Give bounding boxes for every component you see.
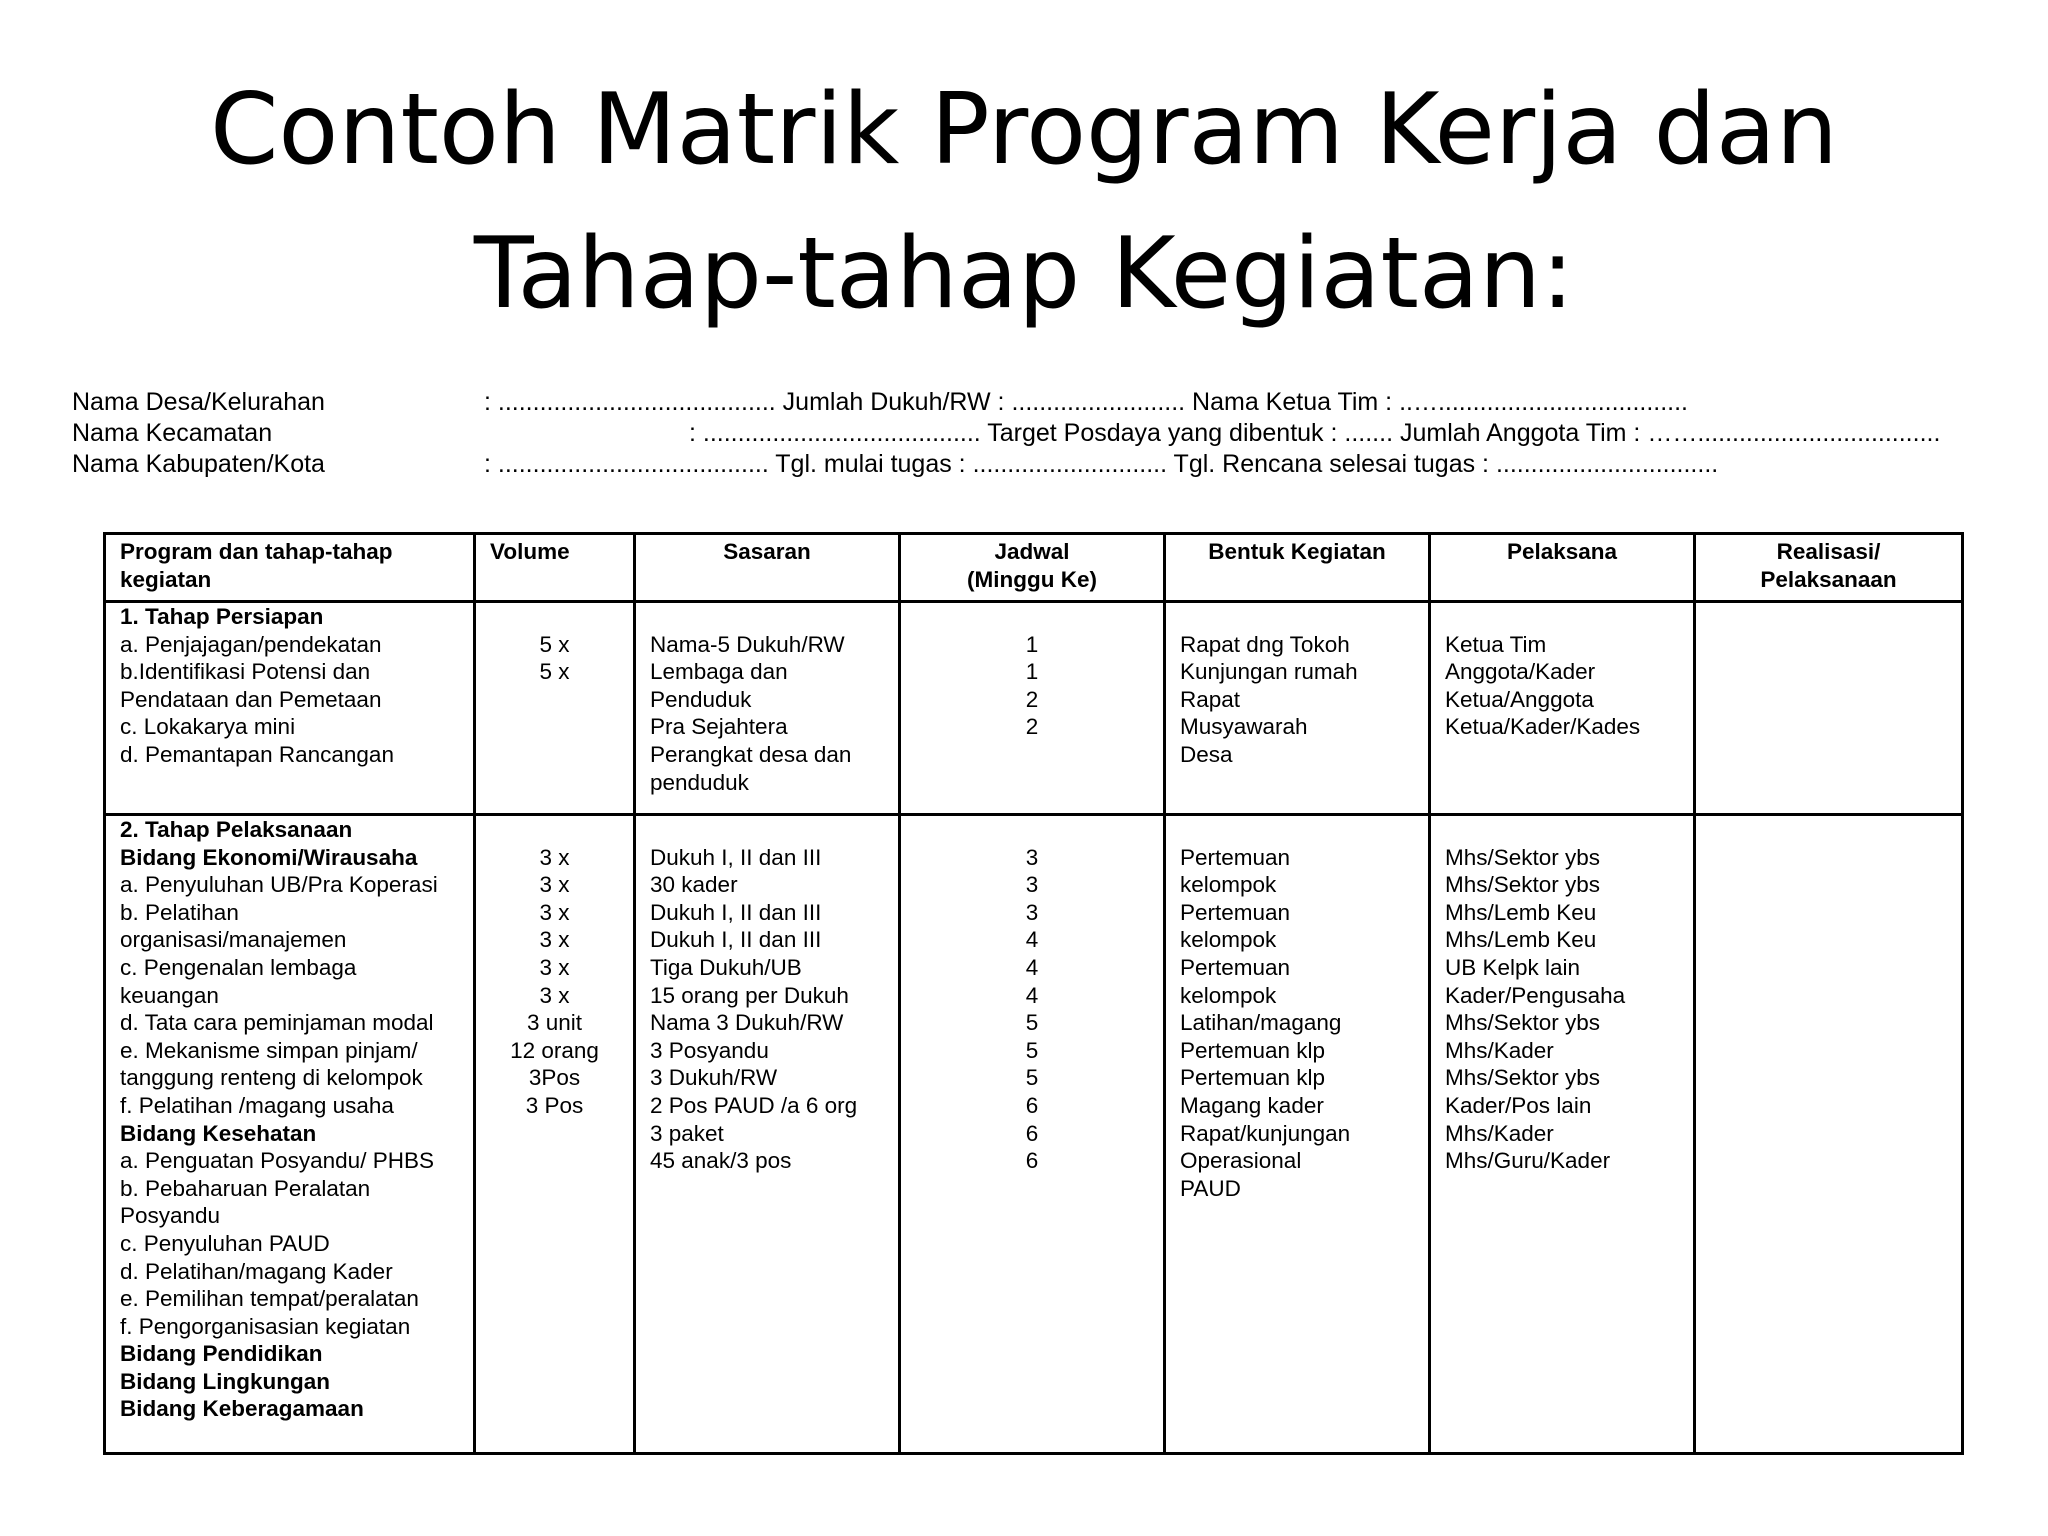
cell-program-line: a. Penguatan Posyandu/ PHBS	[120, 1148, 434, 1174]
cell-bentuk-line: Rapat/kunjungan	[1180, 1120, 1351, 1146]
cell-program-line: b. Pebaharuan Peralatan	[120, 1175, 371, 1201]
cell-program	[105, 602, 475, 815]
cell-sasaran	[635, 815, 900, 1454]
header-realisasi-line: Realisasi/	[1776, 539, 1881, 564]
cell-bentuk-line: Desa	[1180, 741, 1233, 767]
cell-program-line: Bidang Keberagamaan	[120, 1396, 364, 1422]
cell-pelaksana-line	[1445, 603, 1679, 631]
cell-program-line: c. Lokakarya mini	[120, 714, 296, 740]
cell-realisasi	[1695, 815, 1963, 1454]
cell-program-line: e. Mekanisme simpan pinjam/	[120, 1037, 418, 1063]
cell-bentuk-line: Pertemuan	[1180, 844, 1291, 870]
cell-volume-line	[490, 603, 619, 631]
cell-realisasi	[1695, 602, 1963, 815]
cell-bentuk-line: Operasional	[1180, 1148, 1302, 1174]
cell-program-line: b.Identifikasi Potensi dan	[120, 659, 371, 685]
header-volume	[475, 534, 635, 602]
page-title	[0, 58, 2048, 346]
cell-pelaksana-line: UB Kelpk lain	[1445, 954, 1581, 980]
cell-volume-line: 3 x	[539, 927, 570, 953]
header-realisasi	[1695, 534, 1963, 602]
cell-sasaran-line: Nama 3 Dukuh/RW	[650, 1010, 844, 1036]
cell-jadwal-line: 6	[1025, 1148, 1039, 1174]
cell-volume	[475, 602, 635, 815]
cell-program-line: d. Pemantapan Rancangan	[120, 741, 394, 767]
cell-program-line: c. Penyuluhan PAUD	[120, 1230, 330, 1256]
cell-volume-line: 3 x	[539, 982, 570, 1008]
cell-pelaksana-line: Ketua/Anggota	[1445, 686, 1594, 712]
fields-line-3: : ....................................... Tgl. mulai tugas : ............................ Tgl. Rencana selesai tugas : ................................	[484, 450, 1719, 478]
header-volume-line: Volume	[490, 539, 570, 564]
cell-program-line: Bidang Ekonomi/Wirausaha	[120, 844, 418, 870]
cell-program-line: f. Pengorganisasian kegiatan	[120, 1313, 411, 1339]
cell-pelaksana-line: Mhs/Sektor ybs	[1445, 872, 1601, 898]
cell-jadwal-line: 5	[1025, 1037, 1039, 1063]
cell-sasaran-line: Dukuh I, II dan III	[650, 844, 822, 870]
cell-bentuk-line: Pertemuan	[1180, 899, 1291, 925]
cell-program-line: Bidang Lingkungan	[120, 1368, 330, 1394]
cell-jadwal-line	[915, 603, 1149, 631]
cell-sasaran	[635, 602, 900, 815]
header-jadwal	[900, 534, 1165, 602]
header-program-line: kegiatan	[120, 566, 212, 592]
cell-volume-line: 3 x	[539, 954, 570, 980]
cell-program-line: Posyandu	[120, 1203, 221, 1229]
cell-program-line: f. Pelatihan /magang usaha	[120, 1092, 394, 1118]
label-nama-kecamatan: Nama Kecamatan	[72, 419, 273, 447]
cell-program-line: 2. Tahap Pelaksanaan	[120, 817, 353, 842]
cell-bentuk-line	[1180, 603, 1414, 631]
cell-pelaksana-line: Mhs/Kader	[1445, 1120, 1554, 1146]
header-bentuk-line: Bentuk Kegiatan	[1208, 539, 1386, 564]
cell-bentuk-line: Pertemuan klp	[1180, 1037, 1326, 1063]
cell-sasaran-line: Tiga Dukuh/UB	[650, 954, 802, 980]
cell-sasaran-line: 3 Dukuh/RW	[650, 1065, 778, 1091]
cell-bentuk-line: PAUD	[1180, 1175, 1241, 1201]
cell-jadwal-line: 4	[1025, 927, 1039, 953]
cell-bentuk-line: Musyawarah	[1180, 714, 1308, 740]
cell-volume-line	[490, 816, 619, 844]
cell-pelaksana-line: Mhs/Sektor ybs	[1445, 844, 1601, 870]
cell-pelaksana-line: Mhs/Kader	[1445, 1037, 1554, 1063]
cell-sasaran-line	[650, 603, 884, 631]
cell-pelaksana-line: Mhs/Sektor ybs	[1445, 1065, 1601, 1091]
cell-bentuk-line: kelompok	[1180, 927, 1277, 953]
cell-bentuk-line: kelompok	[1180, 982, 1277, 1008]
cell-bentuk-line	[1180, 816, 1414, 844]
cell-sasaran-line: 30 kader	[650, 872, 738, 898]
cell-pelaksana-line: Mhs/Lemb Keu	[1445, 927, 1597, 953]
table-row	[105, 602, 1963, 815]
cell-bentuk-line: Magang kader	[1180, 1092, 1324, 1118]
cell-program-line: organisasi/manajemen	[120, 927, 347, 953]
cell-program-line: keuangan	[120, 982, 219, 1008]
cell-program-line: Pendataan dan Pemetaan	[120, 686, 382, 712]
cell-pelaksana	[1430, 815, 1695, 1454]
cell-jadwal-line: 4	[1025, 982, 1039, 1008]
cell-volume-line: 5 x	[539, 659, 570, 685]
cell-volume-line: 12 orang	[510, 1037, 599, 1063]
header-realisasi-line: Pelaksanaan	[1760, 566, 1897, 592]
cell-jadwal-line: 5	[1025, 1065, 1039, 1091]
cell-sasaran-line: penduduk	[650, 769, 749, 795]
fields-line-1: : ........................................ Jumlah Dukuh/RW : ......................... Nama Ketua Tim : ..…....................................	[484, 388, 1689, 416]
cell-volume-line: 3 x	[539, 899, 570, 925]
cell-program-line: a. Penjajagan/pendekatan	[120, 631, 382, 657]
cell-bentuk	[1165, 815, 1430, 1454]
cell-jadwal-line: 3	[1025, 872, 1039, 898]
cell-jadwal	[900, 815, 1165, 1454]
cell-volume-line: 3 x	[539, 872, 570, 898]
cell-sasaran-line: 15 orang per Dukuh	[650, 982, 849, 1008]
cell-jadwal-line: 3	[1025, 844, 1039, 870]
cell-bentuk-line: Kunjungan rumah	[1180, 659, 1358, 685]
cell-jadwal-line: 5	[1025, 1010, 1039, 1036]
header-jadwal-line: Jadwal	[994, 539, 1070, 564]
cell-sasaran-line: 3 paket	[650, 1120, 724, 1146]
cell-volume	[475, 815, 635, 1454]
header-jadwal-line: (Minggu Ke)	[967, 566, 1097, 592]
cell-bentuk-line: Rapat	[1180, 686, 1241, 712]
table-header-row	[105, 534, 1963, 602]
cell-jadwal-line: 4	[1025, 954, 1039, 980]
cell-bentuk	[1165, 602, 1430, 815]
cell-bentuk-line: Pertemuan	[1180, 954, 1291, 980]
program-matrix-table	[103, 532, 1964, 1455]
header-sasaran	[635, 534, 900, 602]
cell-jadwal-line: 6	[1025, 1092, 1039, 1118]
cell-program-line: e. Pemilihan tempat/peralatan	[120, 1286, 419, 1312]
cell-program-line: d. Tata cara peminjaman modal	[120, 1010, 434, 1036]
cell-pelaksana-line	[1445, 816, 1679, 844]
cell-bentuk-line: Latihan/magang	[1180, 1010, 1342, 1036]
header-pelaksana-line: Pelaksana	[1506, 539, 1618, 564]
cell-jadwal-line	[915, 816, 1149, 844]
cell-pelaksana-line: Kader/Pengusaha	[1445, 982, 1626, 1008]
cell-volume-line: 3Pos	[528, 1065, 581, 1091]
title-line-2: Tahap-tahap Kegiatan:	[473, 217, 1575, 331]
cell-pelaksana-line: Ketua/Kader/Kades	[1445, 714, 1641, 740]
cell-bentuk-line: kelompok	[1180, 872, 1277, 898]
cell-pelaksana-line: Anggota/Kader	[1445, 659, 1596, 685]
fields-line-2: : ........................................ Target Posdaya yang dibentuk : ....... Jumlah Anggota Tim : ……...................................	[689, 419, 1941, 447]
cell-jadwal-line: 1	[1025, 631, 1039, 657]
cell-sasaran-line: 3 Posyandu	[650, 1037, 769, 1063]
cell-program-line: b. Pelatihan	[120, 899, 239, 925]
cell-program-line: 1. Tahap Persiapan	[120, 604, 324, 629]
title-line-1: Contoh Matrik Program Kerja dan	[209, 73, 1838, 187]
cell-program-line: tanggung renteng di kelompok	[120, 1065, 423, 1091]
cell-volume-line: 3 x	[539, 844, 570, 870]
cell-sasaran-line: Pra Sejahtera	[650, 714, 788, 740]
cell-program	[105, 815, 475, 1454]
header-program	[105, 534, 475, 602]
cell-jadwal	[900, 602, 1165, 815]
cell-jadwal-line: 2	[1025, 714, 1039, 740]
cell-jadwal-line: 6	[1025, 1120, 1039, 1146]
cell-program-line: Bidang Kesehatan	[120, 1120, 317, 1146]
cell-sasaran-line: Nama-5 Dukuh/RW	[650, 631, 845, 657]
header-sasaran-line: Sasaran	[723, 539, 811, 564]
cell-pelaksana-line: Mhs/Guru/Kader	[1445, 1148, 1611, 1174]
cell-pelaksana	[1430, 602, 1695, 815]
cell-pelaksana-line: Ketua Tim	[1445, 631, 1547, 657]
cell-pelaksana-line: Mhs/Sektor ybs	[1445, 1010, 1601, 1036]
cell-sasaran-line: Perangkat desa dan	[650, 741, 852, 767]
header-pelaksana	[1430, 534, 1695, 602]
cell-volume-line: 3 unit	[526, 1010, 583, 1036]
cell-sasaran-line: Lembaga dan	[650, 659, 788, 685]
cell-sasaran-line: 2 Pos PAUD /a 6 org	[650, 1092, 858, 1118]
cell-jadwal-line: 2	[1025, 686, 1039, 712]
cell-bentuk-line: Pertemuan klp	[1180, 1065, 1326, 1091]
cell-pelaksana-line: Mhs/Lemb Keu	[1445, 899, 1597, 925]
cell-volume-line: 5 x	[539, 631, 570, 657]
label-nama-desa: Nama Desa/Kelurahan	[72, 388, 325, 416]
cell-sasaran-line: Dukuh I, II dan III	[650, 927, 822, 953]
cell-sasaran-line	[650, 816, 884, 844]
cell-program-line: d. Pelatihan/magang Kader	[120, 1258, 393, 1284]
cell-program-line: a. Penyuluhan UB/Pra Koperasi	[120, 872, 438, 898]
cell-program-line: c. Pengenalan lembaga	[120, 954, 357, 980]
cell-sasaran-line: 45 anak/3 pos	[650, 1148, 792, 1174]
cell-bentuk-line: Rapat dng Tokoh	[1180, 631, 1350, 657]
table-row	[105, 815, 1963, 1454]
cell-pelaksana-line: Kader/Pos lain	[1445, 1092, 1592, 1118]
header-bentuk-kegiatan	[1165, 534, 1430, 602]
cell-jadwal-line: 1	[1025, 659, 1039, 685]
cell-sasaran-line: Dukuh I, II dan III	[650, 899, 822, 925]
cell-sasaran-line: Penduduk	[650, 686, 752, 712]
cell-jadwal-line: 3	[1025, 899, 1039, 925]
cell-program-line: Bidang Pendidikan	[120, 1341, 323, 1367]
cell-volume-line: 3 Pos	[525, 1092, 584, 1118]
label-nama-kabupaten: Nama Kabupaten/Kota	[72, 450, 325, 478]
header-program-line: Program dan tahap-tahap	[120, 539, 393, 564]
